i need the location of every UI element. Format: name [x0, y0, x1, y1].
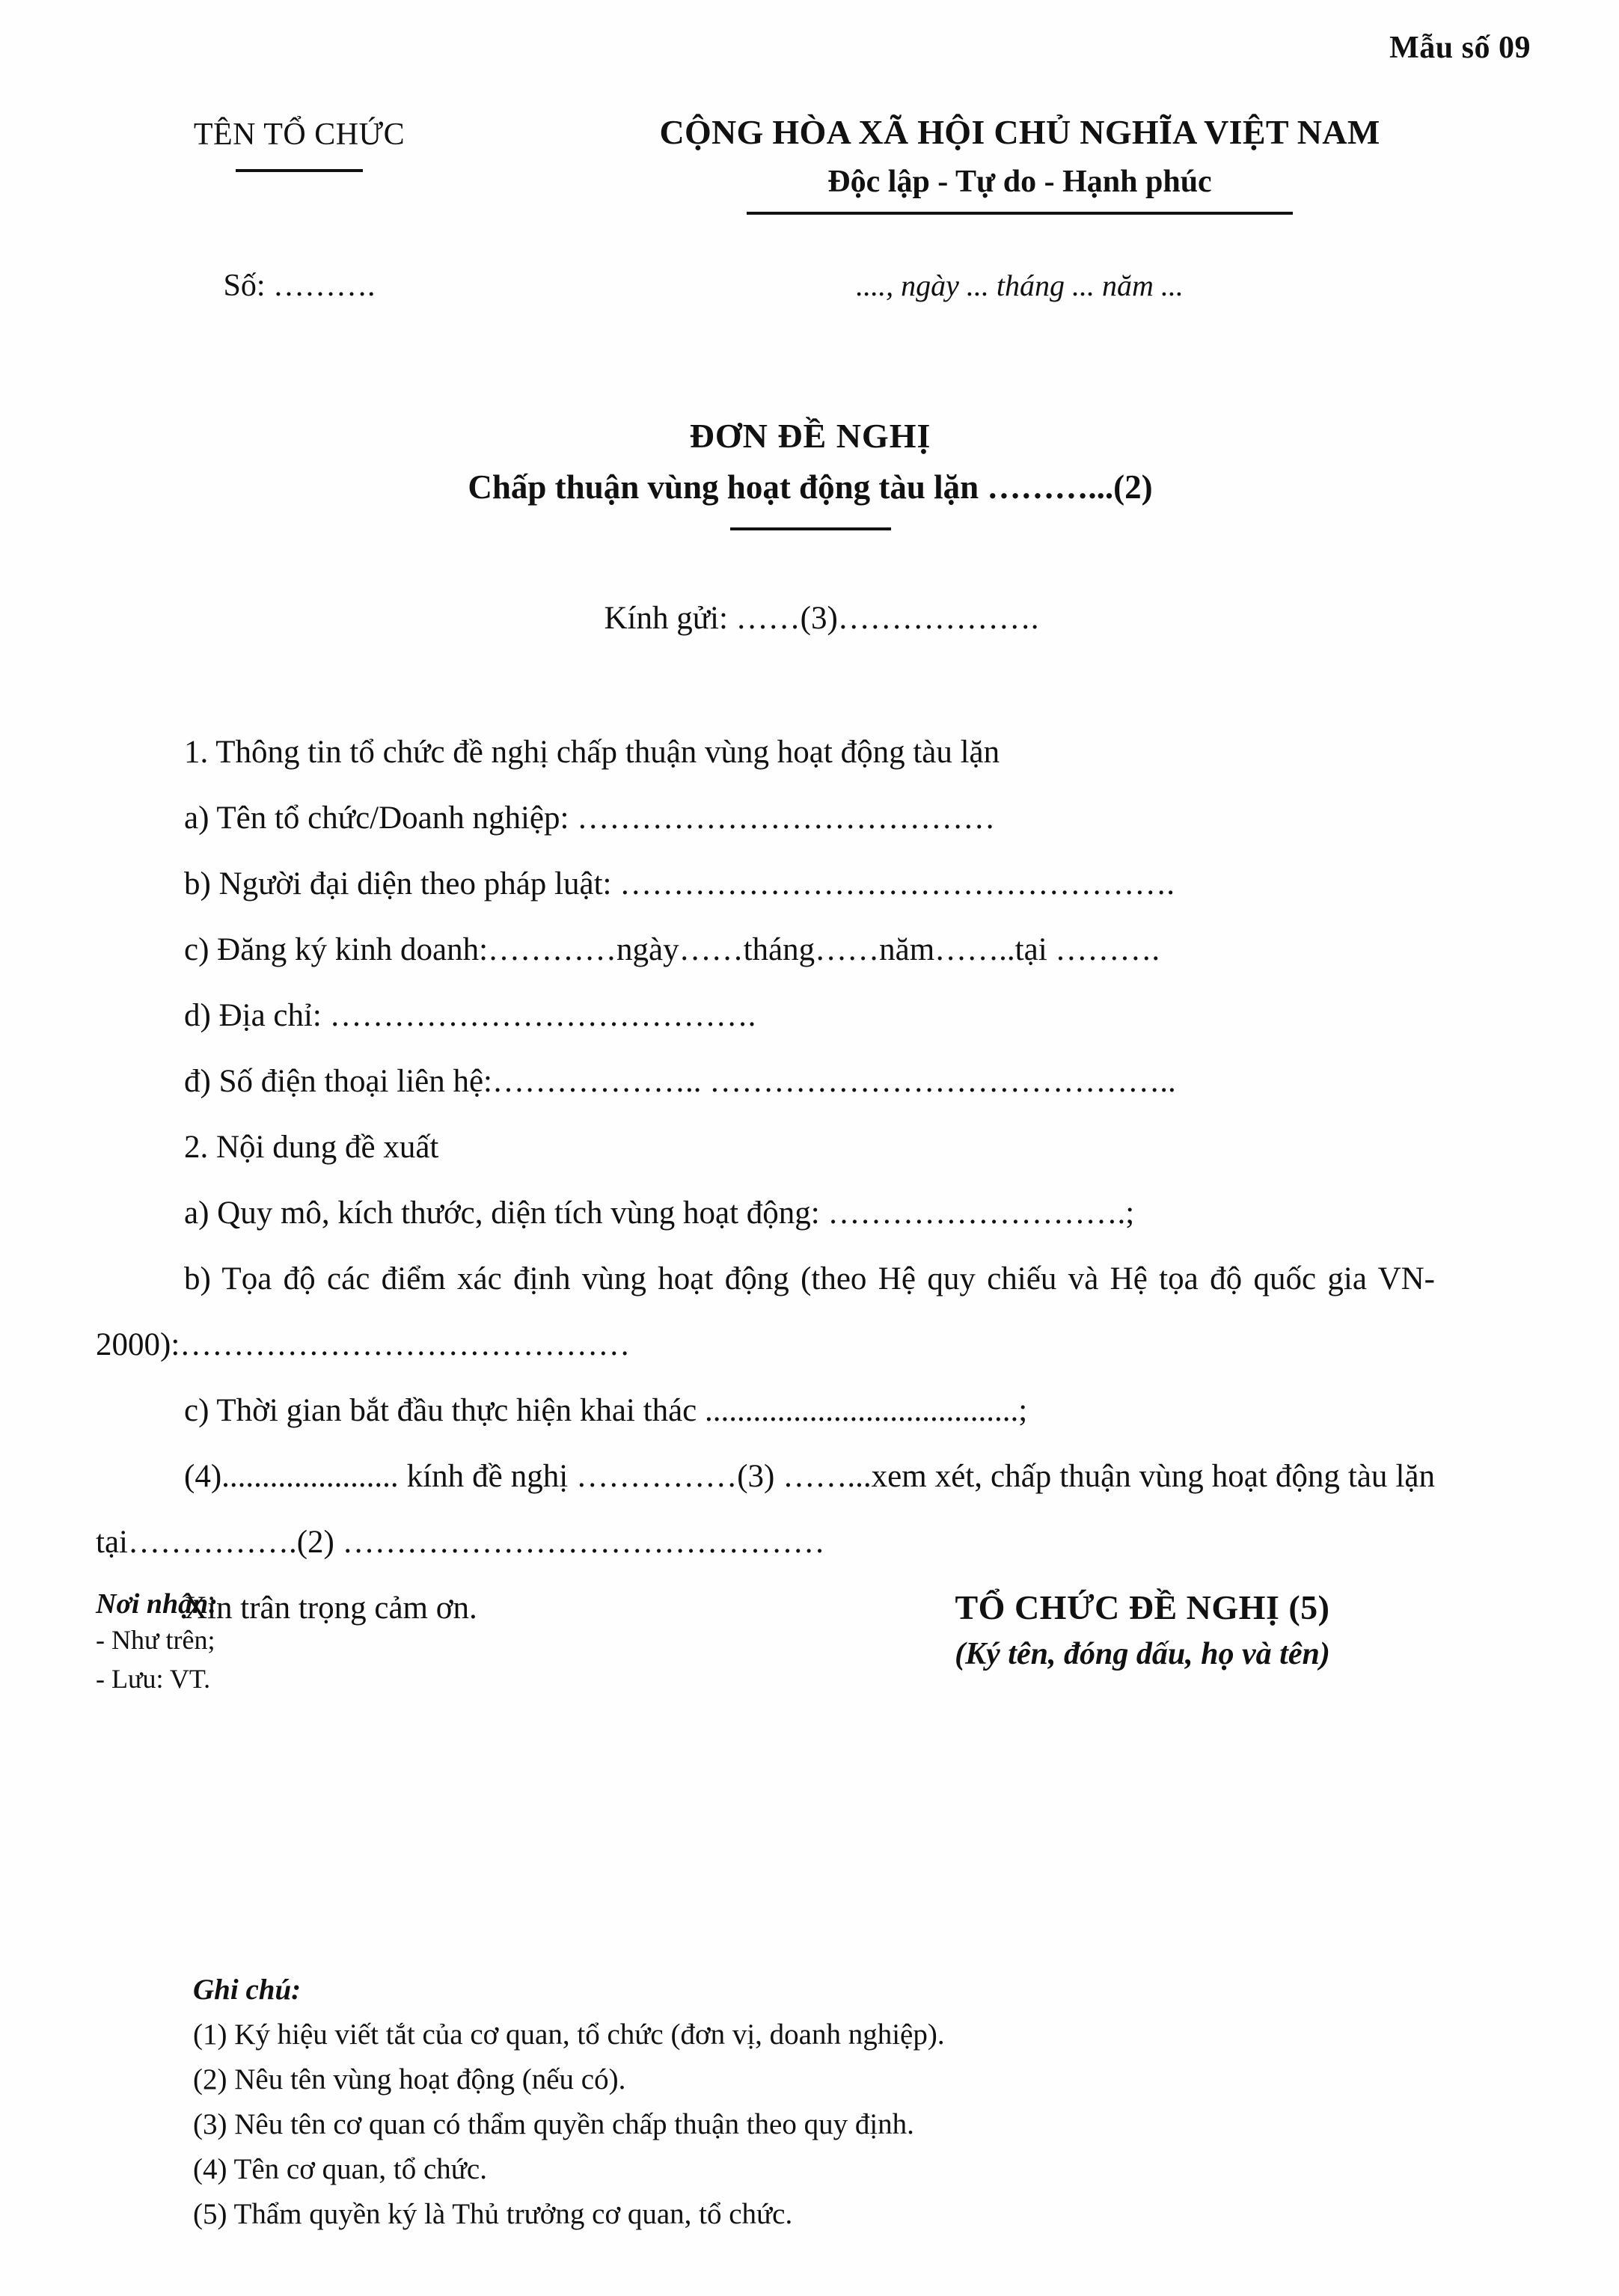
note-item: (4) Tên cơ quan, tổ chức.	[193, 2153, 487, 2185]
document-body	[96, 720, 1435, 1641]
document-date: ...., ngày ... tháng ... năm ...	[856, 269, 1184, 302]
title-block	[90, 416, 1531, 530]
thanks-line: Xin trân trọng cảm ơn.	[184, 1591, 477, 1626]
document-header	[90, 112, 1531, 215]
organization-divider	[236, 169, 363, 172]
addressee-text: Kính gửi: ……(3)……………….	[604, 601, 1039, 636]
field-phone: đ) Số điện thoại liên hệ:……………….. ……………………………………..	[184, 1064, 1176, 1099]
national-title: CỘNG HÒA XÃ HỘI CHỦ NGHĨA VIỆT NAM	[659, 113, 1380, 151]
recipient-item: - Như trên;	[96, 1625, 215, 1655]
addressee-line	[90, 600, 1531, 637]
field-start-time: c) Thời gian bắt đầu thực hiện khai thác .......................................;	[184, 1393, 1028, 1428]
signer-block	[769, 1588, 1531, 1672]
note-item: (5) Thẩm quyền ký là Thủ trưởng cơ quan, tổ chức.	[193, 2198, 793, 2230]
section-1-heading: 1. Thông tin tổ chức đề nghị chấp thuận vùng hoạt động tàu lặn	[184, 735, 1000, 770]
document-subtitle: Chấp thuận vùng hoạt động tàu lặn ………...(2)	[468, 468, 1153, 506]
note-item: (1) Ký hiệu viết tắt của cơ quan, tổ chức (đơn vị, doanh nghiệp).	[193, 2018, 945, 2051]
note-item: (3) Nêu tên cơ quan có thẩm quyền chấp thuận theo quy định.	[193, 2108, 914, 2140]
recipient-item: - Lưu: VT.	[96, 1664, 211, 1694]
national-motto: Độc lập - Tự do - Hạnh phúc	[827, 165, 1212, 199]
document-title: ĐƠN ĐỀ NGHỊ	[689, 417, 931, 455]
signature-area	[96, 1588, 1531, 1698]
notes-block	[193, 1968, 1465, 2237]
field-legal-representative: b) Người đại diện theo pháp luật: …………………………………………….	[184, 866, 1175, 901]
document-number: Số: ……….	[223, 269, 376, 303]
recipients-title: Nơi nhận:	[96, 1588, 218, 1620]
note-item: (2) Nêu tên vùng hoạt động (nếu có).	[193, 2063, 626, 2096]
signer-title: TỔ CHỨC ĐỀ NGHỊ (5)	[955, 1588, 1330, 1626]
section-2-heading: 2. Nội dung đề xuất	[184, 1130, 439, 1165]
recipients-block	[96, 1588, 769, 1698]
field-scale-area: a) Quy mô, kích thước, diện tích vùng hoạt động: ……………………….;	[184, 1196, 1135, 1231]
signer-instruction: (Ký tên, đóng dấu, họ và tên)	[955, 1637, 1330, 1671]
closing-request: (4)...................... kính đề nghị ……………(3) ……...xem xét, chấp thuận vùng hoạt động tàu lặn tại…………….(2) ………………………………………	[96, 1459, 1435, 1560]
field-business-registration: c) Đăng ký kinh doanh:…………ngày……tháng……năm……..tại ……….	[184, 932, 1160, 967]
motto-divider	[747, 212, 1293, 215]
title-divider	[730, 527, 891, 530]
field-coordinates: b) Tọa độ các điểm xác định vùng hoạt động (theo Hệ quy chiếu và Hệ tọa độ quốc gia VN-2000):……………………………………	[96, 1261, 1435, 1362]
field-address: d) Địa chỉ: ………………………………….	[184, 998, 756, 1033]
organization-block	[90, 112, 509, 172]
national-heading-block	[509, 112, 1531, 215]
field-organization-name: a) Tên tổ chức/Doanh nghiệp: …………………………………	[184, 800, 996, 836]
organization-label: TÊN TỔ CHỨC	[193, 117, 405, 152]
form-number: Mẫu số 09	[1389, 31, 1531, 65]
notes-title: Ghi chú:	[193, 1974, 302, 2006]
number-date-row	[90, 268, 1531, 304]
